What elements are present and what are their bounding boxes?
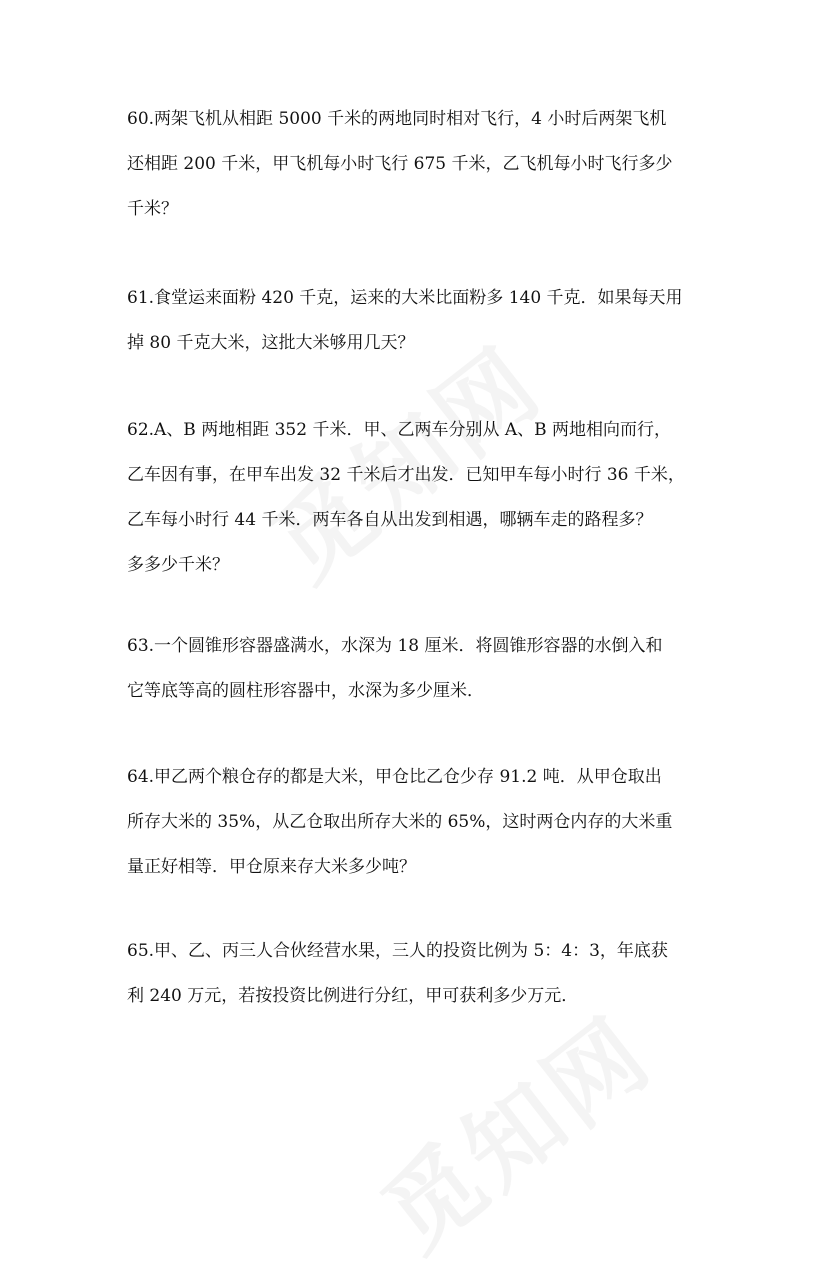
watermark-logo (350, 980, 675, 1276)
problem-line: 乙车每小时行 44 千米．两车各自从出发到相遇，哪辆车走的路程多？ (127, 510, 653, 530)
problem-line: 61.食堂运来面粉 420 千克，运来的大米比面粉多 140 千克．如果每天用 (127, 288, 683, 308)
problem-line: 62.A、B 两地相距 352 千米．甲、乙两车分别从 A、B 两地相向而行， (127, 420, 672, 440)
problem-line: 乙车因有事，在甲车出发 32 千米后才出发．已知甲车每小时行 36 千米， (127, 465, 685, 485)
problem-60 (127, 97, 712, 232)
problem-line: 千米？ (127, 199, 178, 219)
problem-64 (127, 755, 712, 890)
problem-62 (127, 408, 712, 588)
problem-line: 掉 80 千克大米，这批大米够用几天？ (127, 333, 415, 353)
problem-line: 多多少千米？ (127, 555, 229, 575)
problem-line: 还相距 200 千米，甲飞机每小时飞行 675 千米，乙飞机每小时飞行多少 (127, 154, 673, 174)
problem-line: 63.一个圆锥形容器盛满水，水深为 18 厘米．将圆锥形容器的水倒入和 (127, 636, 663, 656)
problem-65 (127, 929, 712, 1019)
problem-line: 60.两架飞机从相距 5000 千米的两地同时相对飞行，4 小时后两架飞机 (127, 109, 667, 129)
problem-63 (127, 624, 712, 714)
problem-61 (127, 276, 712, 366)
problem-line: 64.甲乙两个粮仓存的都是大米，甲仓比乙仓少存 91.2 吨．从甲仓取出 (127, 767, 662, 787)
problem-line: 它等底等高的圆柱形容器中，水深为多少厘米． (127, 681, 484, 701)
problem-line: 所存大米的 35%，从乙仓取出所存大米的 65%，这时两仓内存的大米重 (127, 812, 673, 832)
problem-line: 65.甲、乙、丙三人合伙经营水果，三人的投资比例为 5：4：3，年底获 (127, 941, 668, 961)
problem-line: 量正好相等．甲仓原来存大米多少吨？ (127, 857, 416, 877)
problem-line: 利 240 万元，若按投资比例进行分红，甲可获利多少万元． (127, 986, 579, 1006)
